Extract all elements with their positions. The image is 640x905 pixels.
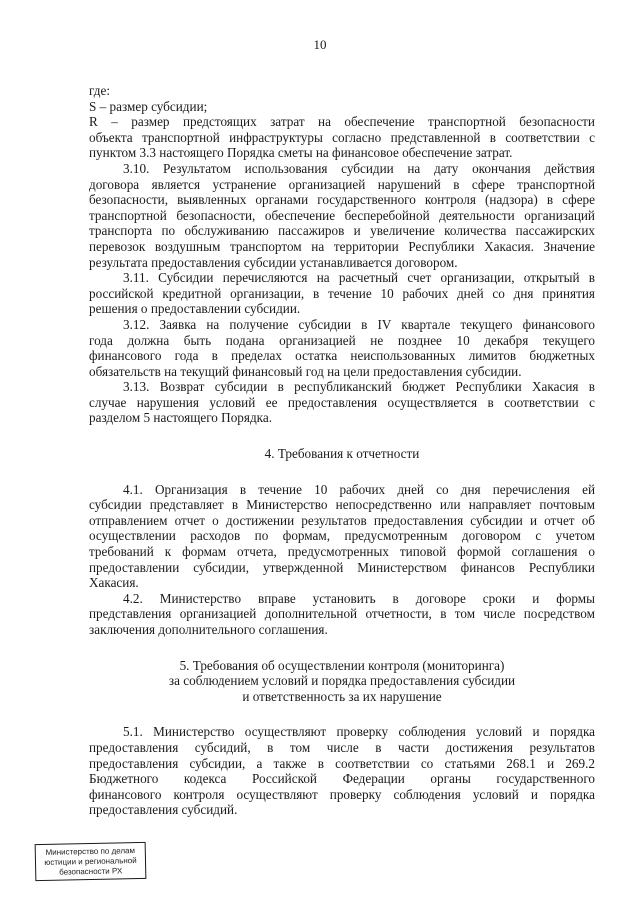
text-line: Хакасия.	[89, 575, 139, 591]
text-line: требований к формам отчета, предусмотренных типовой формой соглашения о	[89, 544, 595, 560]
text-line: 4.2. Министерство вправе установить в договоре сроки и формы	[123, 590, 595, 606]
text-line: разделом 5 настоящего Порядка.	[89, 410, 273, 426]
text-line: года должна быть подана организацией не позднее 10 декабря текущего	[89, 332, 595, 348]
text-line: обязательств на текущий финансовый год на цели предоставления субсидии.	[89, 363, 522, 379]
text-line: договора является устранение организацией нарушений в сфере транспортной	[89, 176, 595, 192]
paragraph-gap	[89, 638, 595, 658]
text-line: представления организацией дополнительной отчетности, в том числе посредством	[89, 606, 595, 622]
text-line: транспортной безопасности, обеспечение бесперебойной деятельности организаций	[89, 207, 595, 223]
ministry-stamp	[35, 842, 147, 881]
section-heading-line: 5. Требования об осуществлении контроля (мониторинга)	[179, 657, 505, 673]
text-line: субсидии представляет в Министерство непосредственно или направляет почтовым	[89, 497, 595, 513]
text-line: 3.10. Результатом использования субсидии на дату окончания действия	[123, 160, 595, 176]
text-line: предоставлении субсидии, утвержденной Министерством финансов Республики	[89, 559, 595, 575]
text-line: безопасности, выявленных органами государственного контроля (надзора) в сфере	[89, 192, 595, 208]
text-line: объекта транспортной инфраструктуры согласно представленной в соответствии с	[89, 129, 595, 145]
paragraph-gap	[89, 462, 595, 482]
paragraph-gap	[89, 426, 595, 446]
text-line: R – размер предстоящих затрат на обеспечение транспортной безопасности	[89, 114, 595, 130]
text-line: транспорта по обслуживанию пассажиров и увеличение количества пассажирских	[89, 223, 595, 239]
text-line: случае нарушения условий ее предоставления осуществляется в соответствии с	[89, 394, 595, 410]
text-line: 3.13. Возврат субсидии в республиканский бюджет Республики Хакасия в	[123, 379, 595, 395]
text-line: финансового контроля осуществляют проверку соблюдения условий и порядка	[89, 786, 595, 802]
paragraph-gap	[89, 704, 595, 724]
text-line: финансового года в пределах остатка неиспользованных лимитов бюджетных	[89, 348, 595, 364]
text-line: где:	[89, 83, 110, 98]
section-heading-line: и ответственность за их нарушение	[242, 688, 442, 704]
section-heading-line: за соблюдением условий и порядка предоставления субсидии	[168, 673, 516, 689]
text-line: пунктом 3.3 настоящего Порядка сметы на финансовое обеспечение затрат.	[89, 145, 513, 161]
text-line: заключения дополнительного соглашения.	[89, 622, 328, 637]
text-line: результата предоставления субсидии устанавливается договором.	[89, 254, 458, 270]
text-line: осуществлении расходов по формам, предусмотренным договором с учетом	[89, 528, 595, 544]
text-line: S – размер субсидии;	[89, 98, 208, 114]
text-line: Бюджетного кодекса Российской Федерации органы государственного	[89, 771, 595, 787]
text-line: предоставления субсидий, в том числе в части достижения результатов	[89, 739, 595, 755]
text-line: предоставления субсидии, а также в соответствии со статьями 268.1 и 269.2	[89, 755, 595, 771]
stamp-line: юстиции и региональной	[44, 856, 137, 867]
text-line: решения о предоставлении субсидии.	[89, 301, 301, 317]
stamp-line: безопасности РХ	[59, 866, 123, 877]
text-line: российской кредитной организации, в течение 10 рабочих дней со дня принятия	[89, 285, 595, 301]
text-line: 4.1. Организация в течение 10 рабочих дней со дня перечисления ей	[123, 481, 595, 497]
text-line: отправлением отчет о достижении результатов предоставления субсидии и отчет об	[89, 512, 595, 528]
text-line: предоставления субсидий.	[89, 802, 238, 818]
text-line: 3.11. Субсидии перечисляются на расчетный счет организации, открытый в	[123, 270, 595, 286]
document-body	[89, 83, 595, 818]
text-line: перевозок воздушным транспортом на территории Республики Хакасия. Значение	[89, 238, 595, 254]
text-line: 3.12. Заявка на получение субсидии в IV квартале текущего финансового	[123, 316, 595, 332]
section-heading-line: 4. Требования к отчетности	[264, 446, 420, 462]
text-line: 5.1. Министерство осуществляют проверку соблюдения условий и порядка	[123, 724, 595, 740]
stamp-line: Министерство по делам	[45, 846, 136, 857]
page-number: 10	[313, 37, 327, 52]
